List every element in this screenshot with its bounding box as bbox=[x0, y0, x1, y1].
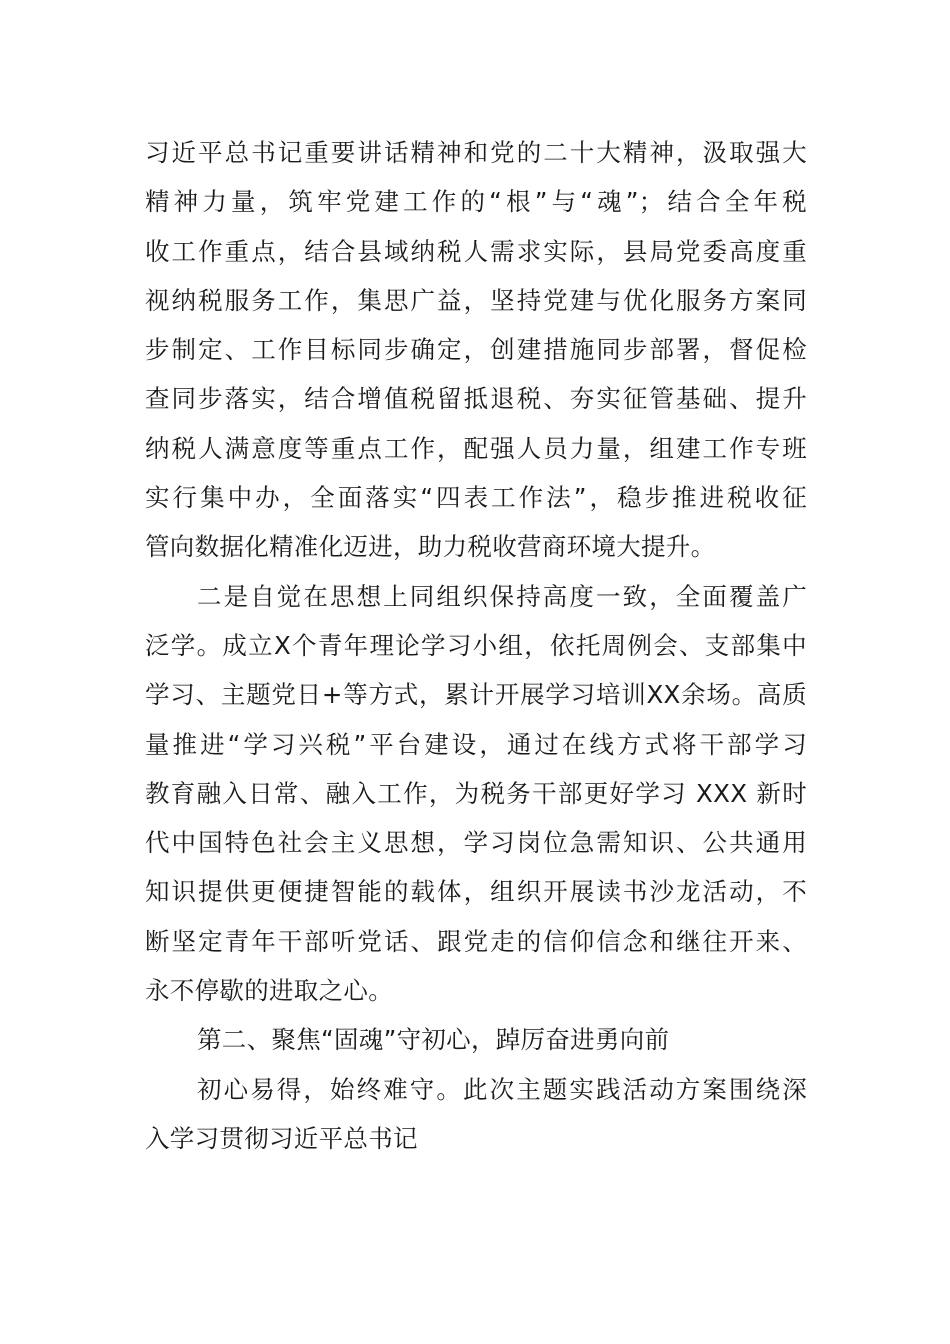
text-line: 学习、主题党日+等方式，累计开展学习培训XX余场。高质 bbox=[145, 680, 807, 710]
text-line: 代中国特色社会主义思想，学习岗位急需知识、公共通用 bbox=[145, 828, 807, 858]
text-line: 精神力量，筑牢党建工作的“根”与“魂”；结合全年税 bbox=[145, 187, 807, 217]
text-line: 量推进“学习兴税”平台建设，通过在线方式将干部学习 bbox=[145, 729, 807, 759]
text-line: 永不停歇的进取之心。 bbox=[145, 976, 393, 1006]
text-line: 查同步落实，结合增值税留抵退税、夯实征管基础、提升 bbox=[145, 384, 807, 414]
text-line: 视纳税服务工作，集思广益，坚持党建与优化服务方案同 bbox=[145, 285, 807, 315]
text-line: 断坚定青年干部听党话、跟党走的信仰信念和继往开来、 bbox=[145, 926, 807, 956]
document-body bbox=[145, 128, 807, 1163]
text-line: 纳税人满意度等重点工作，配强人员力量，组建工作专班 bbox=[145, 433, 807, 463]
paragraph-2 bbox=[145, 572, 807, 1016]
text-line: 知识提供更便捷智能的载体，组织开展读书沙龙活动，不 bbox=[145, 877, 807, 907]
text-line: 步制定、工作目标同步确定，创建措施同步部署，督促检 bbox=[145, 335, 807, 365]
text-line: 二是自觉在思想上同组织保持高度一致，全面覆盖广 bbox=[197, 581, 807, 611]
paragraph-1 bbox=[145, 128, 807, 572]
paragraph-3 bbox=[145, 1065, 807, 1164]
section-heading bbox=[145, 1015, 807, 1064]
text-line: 教育融入日常、融入工作，为税务干部更好学习 XXX 新时 bbox=[145, 778, 807, 808]
text-line: 实行集中办，全面落实“四表工作法”，稳步推进税收征 bbox=[145, 483, 807, 513]
text-line: 初心易得，始终难守。此次主题实践活动方案围绕深 bbox=[197, 1074, 807, 1104]
text-line: 收工作重点，结合县域纳税人需求实际，县局党委高度重 bbox=[145, 236, 807, 266]
text-line: 入学习贯彻习近平总书记 bbox=[145, 1123, 418, 1153]
text-line: 泛学。成立X个青年理论学习小组，依托周例会、支部集中 bbox=[145, 630, 807, 660]
text-line: 管向数据化精准化迈进，助力税收营商环境大提升。 bbox=[145, 532, 716, 562]
heading-line: 第二、聚焦“固魂”守初心，踔厉奋进勇向前 bbox=[197, 1025, 670, 1055]
text-line: 习近平总书记重要讲话精神和党的二十大精神，汲取强大 bbox=[145, 138, 807, 167]
